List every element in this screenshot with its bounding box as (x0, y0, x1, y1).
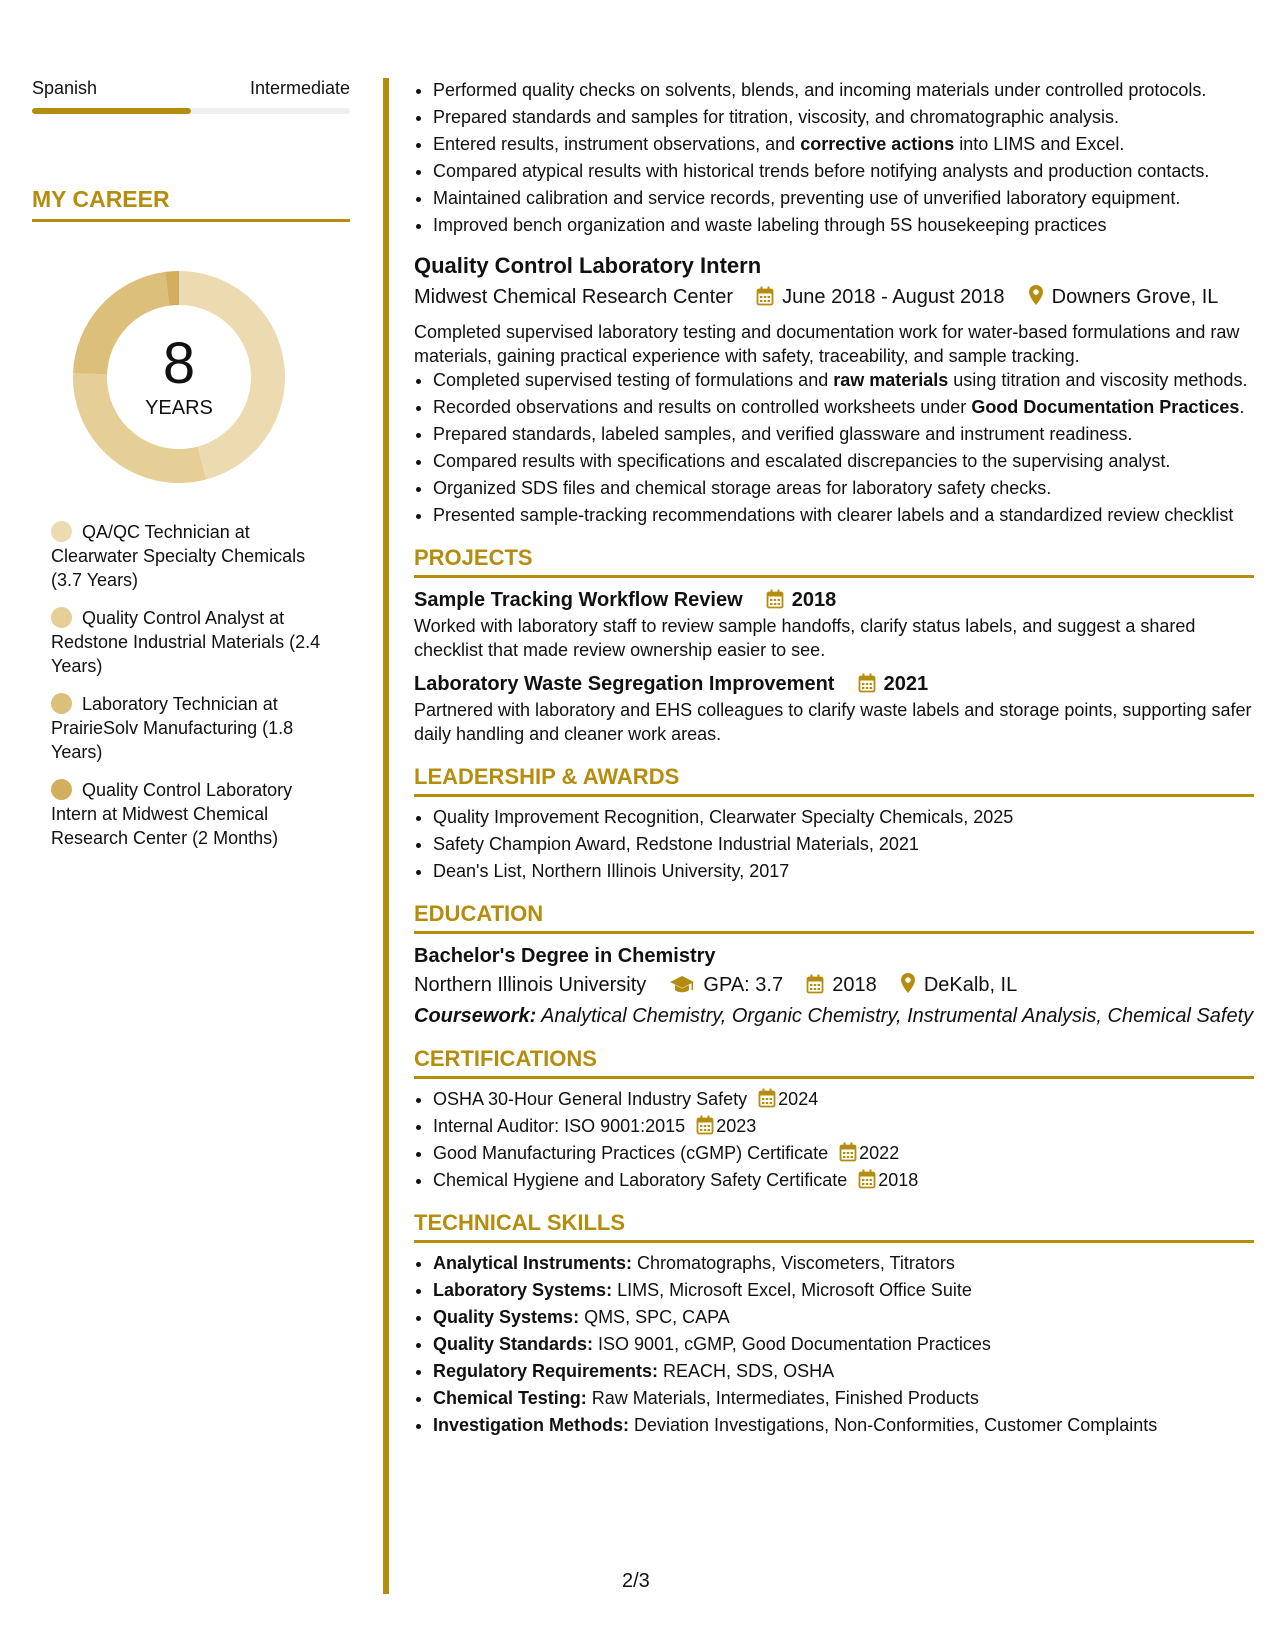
certifications-heading: CERTIFICATIONS (414, 1046, 1254, 1079)
education-coursework (414, 1004, 1254, 1028)
bullet-item: • Maintained calibration and service records, preventing use of unverified laboratory equipment. (433, 186, 1254, 210)
certification-item (433, 1168, 1254, 1192)
legend-dot (51, 693, 72, 714)
bullet-text: using titration and viscosity methods. (948, 370, 1248, 390)
language-level: Intermediate (249, 78, 350, 98)
legend-label: Quality Control Laboratory Intern at Midwest Chemical Research Center (2 Months) (51, 780, 293, 848)
calendar-icon (839, 1142, 857, 1162)
skill-label: Regulatory Requirements: (433, 1361, 659, 1381)
intern-summary: Completed supervised laboratory testing and documentation work for water-based formulations and raw materials, gaining practical experience with safety, traceability, and sample tracking. (414, 322, 1240, 366)
bullet-text: Completed supervised testing of formulations and (433, 370, 834, 390)
bullet-bold-text: Good Documentation Practices (971, 397, 1240, 417)
project-title-row (414, 670, 1254, 698)
skills-heading: TECHNICAL SKILLS (414, 1210, 1254, 1243)
education-school: Northern Illinois University (414, 974, 647, 996)
legend-label: Quality Control Analyst at Redstone Industrial Materials (2.4 Years) (51, 608, 321, 676)
bullet-item: • Organized SDS files and chemical storage areas for laboratory safety checks. (433, 476, 1254, 500)
certification-item (433, 1141, 1254, 1165)
coursework-text: Analytical Chemistry, Organic Chemistry, Instrumental Analysis, Chemical Safety (536, 1005, 1254, 1027)
bullet-text: Recorded observations and results on controlled worksheets under (433, 397, 972, 417)
skill-item (433, 1359, 1254, 1383)
skill-item (433, 1386, 1254, 1410)
certification-year: 2022 (859, 1143, 900, 1163)
left-column (32, 78, 350, 864)
skill-label: Analytical Instruments: (433, 1253, 633, 1273)
legend-label: QA/QC Technician at Clearwater Specialty Chemicals (3.7 Years) (51, 522, 306, 590)
language-name: Spanish (32, 78, 98, 98)
map-pin-icon (900, 972, 916, 994)
intern-job-title: Quality Control Laboratory Intern (414, 253, 762, 278)
language-proficiency-fill (32, 108, 191, 114)
calendar-icon (858, 1169, 876, 1189)
legend-item (51, 692, 321, 764)
career-donut-chart (66, 264, 292, 490)
map-pin-icon (1028, 284, 1044, 306)
skill-label: Quality Standards: (433, 1334, 594, 1354)
calendar-icon (766, 589, 784, 609)
calendar-icon (858, 673, 876, 693)
skill-label: Chemical Testing: (433, 1388, 587, 1408)
award-item: • Dean's List, Northern Illinois University, 2017 (433, 859, 1254, 883)
project-item (414, 586, 1254, 662)
bullet-item (433, 368, 1254, 392)
awards-list (414, 805, 1254, 883)
project-title-row (414, 586, 1254, 614)
skill-item (433, 1305, 1254, 1329)
certification-name: Internal Auditor: ISO 9001:2015 (433, 1116, 686, 1136)
page-number: 2/3 (622, 1570, 650, 1592)
bullet-item: • Performed quality checks on solvents, blends, and incoming materials under controlled protocols. (433, 78, 1254, 102)
project-title: Sample Tracking Workflow Review (414, 589, 743, 611)
bullet-item: • Compared results with specifications and escalated discrepancies to the supervising analyst. (433, 449, 1254, 473)
intern-dates: June 2018 - August 2018 (782, 286, 1005, 308)
calendar-icon (758, 1088, 776, 1108)
bullet-item: • Compared atypical results with historical trends before notifying analysts and production contacts. (433, 159, 1254, 183)
bullet-item: • Prepared standards, labeled samples, and verified glassware and instrument readiness. (433, 422, 1254, 446)
skill-item (433, 1251, 1254, 1275)
column-divider (383, 78, 389, 1594)
skill-item (433, 1278, 1254, 1302)
skill-label: Laboratory Systems: (433, 1280, 613, 1300)
legend-item (51, 520, 321, 592)
skill-label: Investigation Methods: (433, 1415, 630, 1435)
coursework-label: Coursework: (414, 1005, 537, 1027)
education-meta (414, 970, 1254, 1000)
skill-value: Deviation Investigations, Non-Conformities, Customer Complaints (629, 1415, 1158, 1435)
skill-value: ISO 9001, cGMP, Good Documentation Practices (593, 1334, 991, 1354)
skill-item (433, 1332, 1254, 1356)
skill-value: QMS, SPC, CAPA (579, 1307, 730, 1327)
education-heading: EDUCATION (414, 901, 1254, 934)
bullet-text: into LIMS and Excel. (954, 134, 1125, 154)
calendar-icon (806, 974, 824, 994)
bullet-text: . (1239, 397, 1245, 417)
graduation-cap-icon (669, 974, 695, 994)
bullet-item: • Prepared standards and samples for titration, viscosity, and chromatographic analysis. (433, 105, 1254, 129)
project-item (414, 670, 1254, 746)
legend-dot (51, 521, 72, 542)
intern-bullets (414, 368, 1254, 527)
donut-center (66, 264, 292, 490)
education-year: 2018 (832, 974, 877, 996)
certification-year: 2018 (878, 1170, 919, 1190)
project-description: Worked with laboratory staff to review sample handoffs, clarify status labels, and suggest a shared checklist that made review ownership easier to see. (414, 616, 1196, 660)
certification-name: OSHA 30-Hour General Industry Safety (433, 1089, 748, 1109)
legend-item (51, 778, 321, 850)
bullet-item: • Improved bench organization and waste labeling through 5S housekeeping practices (433, 213, 1254, 237)
skill-value: Raw Materials, Intermediates, Finished Products (586, 1388, 979, 1408)
bullet-bold-text: raw materials (833, 370, 949, 390)
legend-item (51, 606, 321, 678)
legend-dot (51, 607, 72, 628)
career-heading: MY CAREER (32, 186, 350, 222)
certification-name: Chemical Hygiene and Laboratory Safety Certificate (433, 1170, 848, 1190)
intern-job-meta (414, 282, 1254, 312)
skill-item (433, 1413, 1254, 1437)
language-proficiency-bar (32, 108, 350, 114)
certification-year: 2023 (716, 1116, 757, 1136)
intern-company: Midwest Chemical Research Center (414, 286, 734, 308)
legend-dot (51, 779, 72, 800)
legend-label: Laboratory Technician at PrairieSolv Manufacturing (1.8 Years) (51, 694, 294, 762)
bullet-text: Entered results, instrument observations, and (433, 134, 801, 154)
certification-item (433, 1087, 1254, 1111)
language-row (32, 78, 350, 99)
skills-list (414, 1251, 1254, 1437)
awards-heading: LEADERSHIP & AWARDS (414, 764, 1254, 797)
career-total-number: 8 (162, 330, 196, 396)
bullet-item (433, 132, 1254, 156)
skill-value: REACH, SDS, OSHA (658, 1361, 835, 1381)
education-degree: Bachelor's Degree in Chemistry (414, 945, 716, 967)
calendar-icon (696, 1115, 714, 1135)
career-legend (32, 520, 321, 850)
calendar-icon (756, 286, 774, 306)
skill-value: Chromatographs, Viscometers, Titrators (632, 1253, 955, 1273)
intern-location: Downers Grove, IL (1051, 286, 1219, 308)
bullet-bold-text: corrective actions (800, 134, 955, 154)
certifications-list (414, 1087, 1254, 1192)
skill-value: LIMS, Microsoft Excel, Microsoft Office Suite (612, 1280, 972, 1300)
award-item: • Safety Champion Award, Redstone Industrial Materials, 2021 (433, 832, 1254, 856)
certification-item (433, 1114, 1254, 1138)
bullet-item (433, 395, 1254, 419)
career-total-unit: YEARS (145, 396, 213, 419)
right-column (414, 78, 1254, 1440)
education-location: DeKalb, IL (923, 974, 1018, 996)
certification-name: Good Manufacturing Practices (cGMP) Certificate (433, 1143, 829, 1163)
award-item: • Quality Improvement Recognition, Clearwater Specialty Chemicals, 2025 (433, 805, 1254, 829)
skill-label: Quality Systems: (433, 1307, 580, 1327)
previous-job-bullets (414, 78, 1254, 237)
certification-year: 2024 (778, 1089, 819, 1109)
project-title: Laboratory Waste Segregation Improvement (414, 673, 835, 695)
projects-heading: PROJECTS (414, 545, 1254, 578)
project-year: 2021 (883, 673, 929, 695)
bullet-item: • Presented sample-tracking recommendations with clearer labels and a standardized review checklist (433, 503, 1254, 527)
project-description: Partnered with laboratory and EHS colleagues to clarify waste labels and storage points, supporting safer daily handling and cleaner work areas. (414, 700, 1252, 744)
project-year: 2018 (791, 589, 837, 611)
education-gpa: GPA: 3.7 (703, 974, 784, 996)
